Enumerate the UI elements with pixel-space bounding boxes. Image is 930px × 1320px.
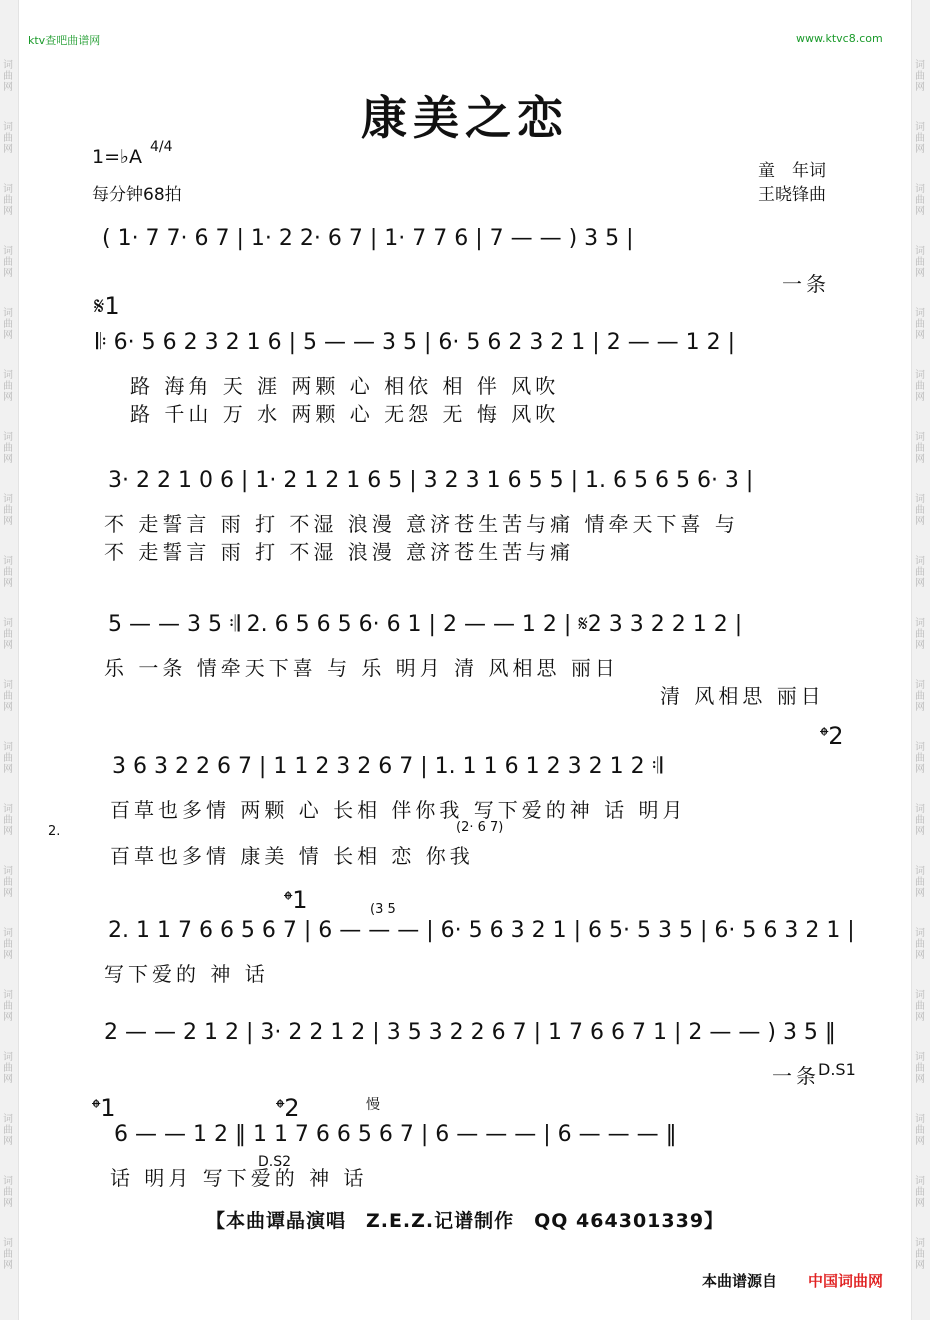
- margin-watermark: 词曲网: [3, 804, 13, 837]
- lyric-line-5b: 百草也多情 康美 情 长相 恋 你我: [110, 844, 474, 868]
- margin-watermark: 词曲网: [915, 308, 925, 341]
- source-site: 中国词曲网: [808, 1272, 884, 1290]
- ds1-mark: D.S1: [818, 1060, 856, 1079]
- score-line-4: 5 — — 3 5 𝄇 2. 6 5 6 5 6· 6 1 | 2 — — 1 2 | 𝄋2 3 3 2 2 1 2 |: [108, 612, 743, 637]
- tempo-label: 每分钟68拍: [92, 185, 182, 205]
- pickup-notes-small: (3 5: [370, 902, 396, 917]
- margin-watermark: 词曲网: [915, 184, 925, 217]
- margin-watermark: 词曲网: [915, 1052, 925, 1085]
- margin-watermark: 词曲网: [3, 184, 13, 217]
- margin-watermark: 词曲网: [3, 432, 13, 465]
- right-margin-strip: [911, 0, 930, 1320]
- margin-watermark: 词曲网: [3, 246, 13, 279]
- margin-watermark: 词曲网: [915, 432, 925, 465]
- lyric-line-8: 话 明月 写下爱的 神 话: [110, 1166, 368, 1190]
- margin-watermark: 词曲网: [915, 556, 925, 589]
- coda-1-sign: 𝄌1: [284, 886, 308, 914]
- alt-notes-small: (2· 6 7): [456, 820, 504, 835]
- margin-watermark: 词曲网: [915, 866, 925, 899]
- coda-2-sign-top: 𝄌2: [820, 722, 844, 750]
- tempo-mark-slow: 慢: [366, 1097, 380, 1113]
- lyric-line-2b: 路 千山 万 水 两颗 心 无怨 无 悔 风吹: [130, 402, 560, 426]
- margin-watermark: 词曲网: [3, 866, 13, 899]
- lyric-line-4a: 乐 一条 情牵天下喜 与 乐 明月 清 风相思 丽日: [104, 656, 619, 680]
- margin-watermark: 词曲网: [3, 618, 13, 651]
- margin-watermark: 词曲网: [3, 1238, 13, 1271]
- margin-watermark: 词曲网: [915, 1114, 925, 1147]
- score-line-7: 2 — — 2 1 2 | 3· 2 2 1 2 | 3 5 3 2 2 6 7 | 1 7 6 6 7 1 | 2 — — ) 3 5 ‖: [104, 1020, 836, 1045]
- lyricist-credit: 童 年词: [758, 161, 826, 181]
- margin-watermark: 词曲网: [915, 990, 925, 1023]
- left-margin-strip: [0, 0, 19, 1320]
- margin-watermark: 词曲网: [3, 556, 13, 589]
- margin-watermark: 词曲网: [3, 928, 13, 961]
- margin-watermark: 词曲网: [3, 742, 13, 775]
- margin-watermark: 词曲网: [3, 494, 13, 527]
- lyric-line-3a: 不 走誓言 雨 打 不湿 浪漫 意济苍生苦与痛 情牵天下喜 与: [104, 512, 739, 536]
- margin-watermark: 词曲网: [3, 1114, 13, 1147]
- margin-watermark: 词曲网: [915, 494, 925, 527]
- margin-watermark: 词曲网: [915, 928, 925, 961]
- margin-watermark: 词曲网: [915, 680, 925, 713]
- margin-watermark: 词曲网: [915, 122, 925, 155]
- margin-watermark: 词曲网: [915, 246, 925, 279]
- margin-watermark: 词曲网: [3, 122, 13, 155]
- margin-watermark: 词曲网: [915, 1176, 925, 1209]
- lyric-line-6: 写下爱的 神 话: [104, 962, 269, 986]
- source-label: 本曲谱源自: [702, 1272, 778, 1290]
- margin-watermark: 词曲网: [3, 1176, 13, 1209]
- margin-watermark: 词曲网: [3, 60, 13, 93]
- watermark-top-right: www.ktvc8.com: [796, 32, 883, 45]
- song-title: 康美之恋: [361, 91, 569, 145]
- margin-watermark: 词曲网: [3, 990, 13, 1023]
- score-line-2: 𝄆 6· 5 6 2 3 2 1 6 | 5 — — 3 5 | 6· 5 6 2 3 2 1 | 2 — — 1 2 |: [96, 330, 736, 355]
- lyric-line-1: 一条: [782, 272, 830, 296]
- margin-watermark: 词曲网: [915, 804, 925, 837]
- score-line-1: ( 1· 7 7· 6 7 | 1· 2 2· 6 7 | 1· 7 7 6 | 7 — — ) 3 5 |: [102, 226, 634, 251]
- margin-watermark: 词曲网: [3, 308, 13, 341]
- margin-watermark: 词曲网: [3, 680, 13, 713]
- lyric-line-2a: 路 海角 天 涯 两颗 心 相依 相 伴 风吹: [130, 374, 560, 398]
- margin-watermark: 词曲网: [915, 742, 925, 775]
- score-line-8: 6 — — 1 2 ‖ 1 1 7 6 6 5 6 7 | 6 — — — | 6 — — — ‖: [114, 1122, 677, 1147]
- score-line-5: 3 6 3 2 2 6 7 | 1 1 2 3 2 6 7 | 1. 1 1 6 1 2 3 2 1 2 𝄇: [112, 754, 663, 779]
- key-signature: 1=♭A: [92, 146, 142, 168]
- lyric-line-3b: 不 走誓言 雨 打 不湿 浪漫 意济苍生苦与痛: [104, 540, 575, 564]
- coda-1-sign-bottom: 𝄌1: [92, 1094, 116, 1122]
- margin-watermark: 词曲网: [915, 370, 925, 403]
- coda-2-sign-bottom: 𝄌2: [276, 1094, 300, 1122]
- repeat-ending-label: 2.: [48, 824, 61, 839]
- margin-watermark: 词曲网: [3, 1052, 13, 1085]
- credit-line: 【本曲谭晶演唱 Z.E.Z.记谱制作 QQ 464301339】: [205, 1210, 725, 1232]
- margin-watermark: 词曲网: [915, 618, 925, 651]
- lyric-line-5a: 百草也多情 两颗 心 长相 伴你我 写下爱的神 话 明月: [110, 798, 687, 822]
- margin-watermark: 词曲网: [3, 370, 13, 403]
- time-signature: 4/4: [150, 139, 173, 155]
- margin-watermark: 词曲网: [915, 1238, 925, 1271]
- score-line-6: 2. 1 1 7 6 6 5 6 7 | 6 — — — | 6· 5 6 3 2 1 | 6 5· 5 3 5 | 6· 5 6 3 2 1 |: [108, 918, 855, 943]
- segno-1-sign: 𝄋1: [94, 292, 120, 320]
- lyric-line-7: 一条: [772, 1064, 820, 1088]
- ds2-mark: D.S2: [258, 1154, 292, 1170]
- score-line-3: 3· 2 2 1 0 6 | 1· 2 1 2 1 6 5 | 3 2 3 1 6 5 5 | 1. 6 5 6 5 6· 3 |: [108, 468, 754, 493]
- margin-watermark: 词曲网: [915, 60, 925, 93]
- lyric-line-4b: 清 风相思 丽日: [660, 684, 825, 708]
- watermark-top-left: ktv查吧曲谱网: [28, 34, 101, 47]
- composer-credit: 王晓锋曲: [758, 185, 826, 205]
